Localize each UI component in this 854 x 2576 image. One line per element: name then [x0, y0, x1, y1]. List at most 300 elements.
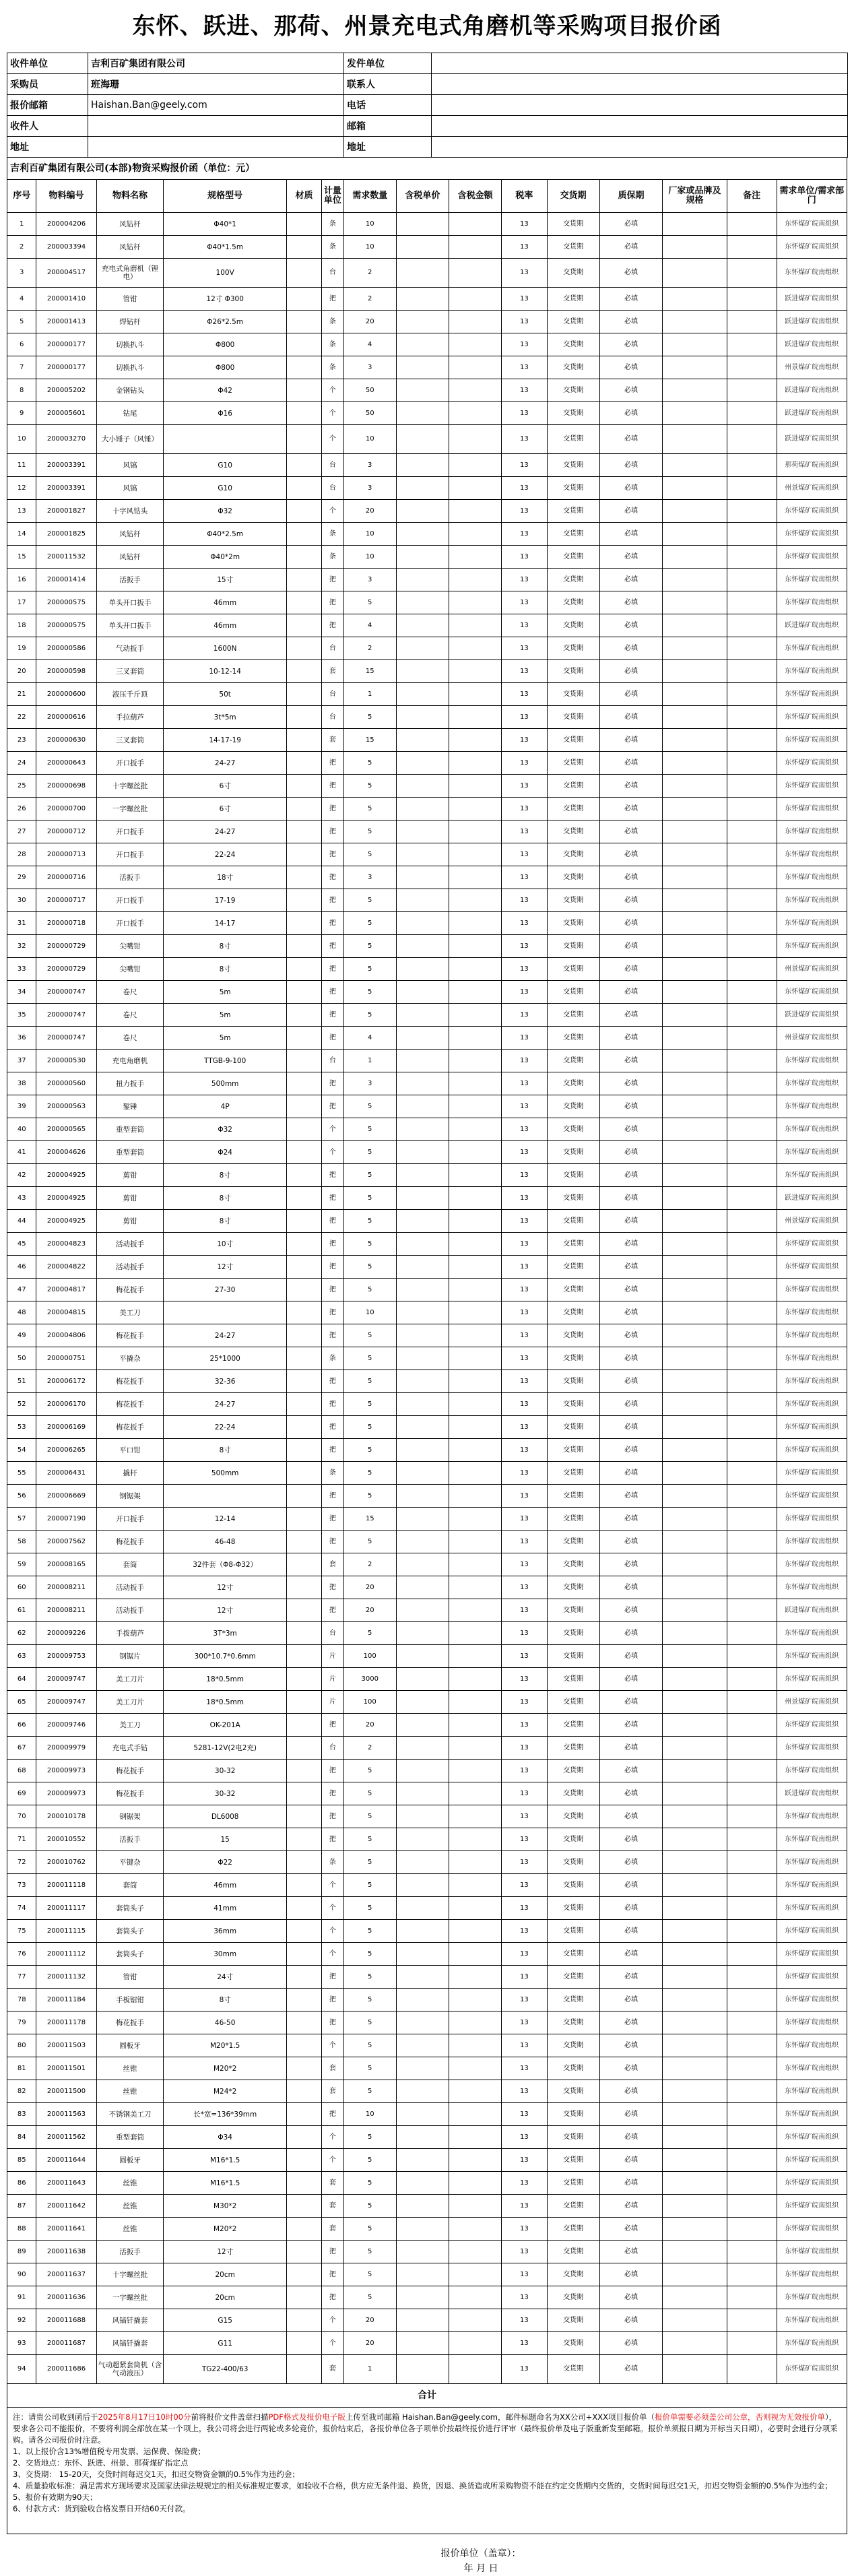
cell-remark[interactable] [727, 775, 777, 798]
cell-brand[interactable] [663, 981, 727, 1004]
cell-amount[interactable] [449, 1485, 502, 1508]
cell-material[interactable] [286, 1439, 321, 1462]
cell-amount[interactable] [449, 1599, 502, 1622]
cell-material[interactable] [286, 2332, 321, 2355]
cell-amount[interactable] [449, 637, 502, 660]
cell-material[interactable] [286, 1347, 321, 1370]
cell-unit-price[interactable] [396, 1370, 449, 1393]
cell-brand[interactable] [663, 1439, 727, 1462]
cell-amount[interactable] [449, 1943, 502, 1966]
cell-material[interactable] [286, 1301, 321, 1324]
cell-amount[interactable] [449, 236, 502, 259]
cell-material[interactable] [286, 2057, 321, 2080]
cell-brand[interactable] [663, 2057, 727, 2080]
cell-unit-price[interactable] [396, 1485, 449, 1508]
cell-remark[interactable] [727, 1760, 777, 1782]
cell-amount[interactable] [449, 2172, 502, 2195]
cell-material[interactable] [286, 1599, 321, 1622]
cell-material[interactable] [286, 1370, 321, 1393]
cell-material[interactable] [286, 236, 321, 259]
cell-material[interactable] [286, 1279, 321, 1301]
cell-brand[interactable] [663, 1416, 727, 1439]
cell-material[interactable] [286, 2355, 321, 2384]
cell-amount[interactable] [449, 798, 502, 820]
cell-remark[interactable] [727, 454, 777, 477]
cell-unit-price[interactable] [396, 213, 449, 236]
cell-brand[interactable] [663, 1210, 727, 1233]
cell-amount[interactable] [449, 2195, 502, 2218]
cell-remark[interactable] [727, 1943, 777, 1966]
cell-material[interactable] [286, 752, 321, 775]
cell-material[interactable] [286, 288, 321, 311]
cell-brand[interactable] [663, 500, 727, 523]
cell-material[interactable] [286, 1714, 321, 1737]
cell-amount[interactable] [449, 1737, 502, 1760]
cell-amount[interactable] [449, 2149, 502, 2172]
cell-remark[interactable] [727, 1897, 777, 1920]
cell-remark[interactable] [727, 1118, 777, 1141]
cell-unit-price[interactable] [396, 1508, 449, 1531]
cell-material[interactable] [286, 500, 321, 523]
cell-remark[interactable] [727, 1233, 777, 1256]
cell-remark[interactable] [727, 1210, 777, 1233]
cell-unit-price[interactable] [396, 1072, 449, 1095]
cell-amount[interactable] [449, 1920, 502, 1943]
cell-material[interactable] [286, 1531, 321, 1553]
cell-remark[interactable] [727, 1553, 777, 1576]
cell-brand[interactable] [663, 820, 727, 843]
cell-remark[interactable] [727, 2011, 777, 2034]
cell-remark[interactable] [727, 866, 777, 889]
cell-brand[interactable] [663, 1508, 727, 1531]
cell-remark[interactable] [727, 1301, 777, 1324]
cell-material[interactable] [286, 1874, 321, 1897]
cell-material[interactable] [286, 2218, 321, 2241]
cell-brand[interactable] [663, 798, 727, 820]
cell-remark[interactable] [727, 912, 777, 935]
cell-remark[interactable] [727, 1347, 777, 1370]
cell-remark[interactable] [727, 379, 777, 402]
cell-remark[interactable] [727, 1874, 777, 1897]
cell-brand[interactable] [663, 912, 727, 935]
cell-remark[interactable] [727, 1370, 777, 1393]
cell-material[interactable] [286, 1508, 321, 1531]
cell-amount[interactable] [449, 2034, 502, 2057]
cell-remark[interactable] [727, 2309, 777, 2332]
cell-remark[interactable] [727, 660, 777, 683]
cell-unit-price[interactable] [396, 2263, 449, 2286]
cell-brand[interactable] [663, 1737, 727, 1760]
cell-material[interactable] [286, 614, 321, 637]
cell-brand[interactable] [663, 1622, 727, 1645]
cell-brand[interactable] [663, 333, 727, 356]
cell-unit-price[interactable] [396, 402, 449, 425]
cell-unit-price[interactable] [396, 2218, 449, 2241]
cell-remark[interactable] [727, 2057, 777, 2080]
send-company-value[interactable] [432, 53, 848, 74]
cell-unit-price[interactable] [396, 1347, 449, 1370]
cell-brand[interactable] [663, 1714, 727, 1737]
cell-amount[interactable] [449, 259, 502, 288]
cell-brand[interactable] [663, 1050, 727, 1072]
cell-material[interactable] [286, 1164, 321, 1187]
cell-amount[interactable] [449, 1187, 502, 1210]
cell-remark[interactable] [727, 1622, 777, 1645]
cell-unit-price[interactable] [396, 981, 449, 1004]
cell-remark[interactable] [727, 1187, 777, 1210]
cell-unit-price[interactable] [396, 259, 449, 288]
cell-material[interactable] [286, 1553, 321, 1576]
cell-remark[interactable] [727, 1920, 777, 1943]
address2-value[interactable] [432, 137, 848, 158]
cell-remark[interactable] [727, 2286, 777, 2309]
cell-amount[interactable] [449, 1553, 502, 1576]
cell-material[interactable] [286, 356, 321, 379]
cell-unit-price[interactable] [396, 2355, 449, 2384]
cell-amount[interactable] [449, 706, 502, 729]
cell-amount[interactable] [449, 1233, 502, 1256]
cell-amount[interactable] [449, 1760, 502, 1782]
cell-remark[interactable] [727, 843, 777, 866]
cell-brand[interactable] [663, 591, 727, 614]
cell-brand[interactable] [663, 1095, 727, 1118]
cell-unit-price[interactable] [396, 1187, 449, 1210]
cell-unit-price[interactable] [396, 2332, 449, 2355]
cell-brand[interactable] [663, 843, 727, 866]
cell-brand[interactable] [663, 637, 727, 660]
cell-material[interactable] [286, 311, 321, 333]
cell-unit-price[interactable] [396, 2195, 449, 2218]
postcode-value[interactable] [432, 116, 848, 137]
cell-unit-price[interactable] [396, 2080, 449, 2103]
cell-remark[interactable] [727, 1027, 777, 1050]
cell-amount[interactable] [449, 1622, 502, 1645]
cell-amount[interactable] [449, 288, 502, 311]
cell-material[interactable] [286, 958, 321, 981]
cell-unit-price[interactable] [396, 729, 449, 752]
cell-brand[interactable] [663, 1920, 727, 1943]
cell-material[interactable] [286, 706, 321, 729]
cell-material[interactable] [286, 820, 321, 843]
cell-remark[interactable] [727, 1576, 777, 1599]
cell-material[interactable] [286, 1966, 321, 1989]
cell-amount[interactable] [449, 1095, 502, 1118]
cell-brand[interactable] [663, 2034, 727, 2057]
cell-unit-price[interactable] [396, 1622, 449, 1645]
cell-material[interactable] [286, 213, 321, 236]
cell-unit-price[interactable] [396, 935, 449, 958]
cell-amount[interactable] [449, 1301, 502, 1324]
cell-material[interactable] [286, 1943, 321, 1966]
cell-amount[interactable] [449, 477, 502, 500]
cell-brand[interactable] [663, 2149, 727, 2172]
cell-remark[interactable] [727, 1164, 777, 1187]
cell-amount[interactable] [449, 958, 502, 981]
cell-amount[interactable] [449, 843, 502, 866]
cell-brand[interactable] [663, 1576, 727, 1599]
cell-amount[interactable] [449, 1324, 502, 1347]
cell-remark[interactable] [727, 1599, 777, 1622]
cell-amount[interactable] [449, 1805, 502, 1828]
cell-brand[interactable] [663, 1691, 727, 1714]
cell-material[interactable] [286, 1576, 321, 1599]
cell-remark[interactable] [727, 1050, 777, 1072]
cell-brand[interactable] [663, 1393, 727, 1416]
cell-unit-price[interactable] [396, 1531, 449, 1553]
cell-brand[interactable] [663, 425, 727, 454]
cell-unit-price[interactable] [396, 1714, 449, 1737]
cell-brand[interactable] [663, 1897, 727, 1920]
cell-brand[interactable] [663, 775, 727, 798]
cell-remark[interactable] [727, 1966, 777, 1989]
cell-unit-price[interactable] [396, 1737, 449, 1760]
cell-material[interactable] [286, 1462, 321, 1485]
cell-material[interactable] [286, 683, 321, 706]
cell-unit-price[interactable] [396, 2126, 449, 2149]
cell-brand[interactable] [663, 454, 727, 477]
cell-remark[interactable] [727, 1279, 777, 1301]
cell-unit-price[interactable] [396, 569, 449, 591]
cell-remark[interactable] [727, 706, 777, 729]
cell-unit-price[interactable] [396, 1989, 449, 2011]
cell-amount[interactable] [449, 866, 502, 889]
cell-brand[interactable] [663, 1668, 727, 1691]
cell-brand[interactable] [663, 1118, 727, 1141]
cell-amount[interactable] [449, 1347, 502, 1370]
cell-unit-price[interactable] [396, 236, 449, 259]
cell-remark[interactable] [727, 2080, 777, 2103]
cell-unit-price[interactable] [396, 1599, 449, 1622]
cell-brand[interactable] [663, 2126, 727, 2149]
cell-material[interactable] [286, 1645, 321, 1668]
cell-material[interactable] [286, 1050, 321, 1072]
cell-amount[interactable] [449, 2126, 502, 2149]
cell-material[interactable] [286, 1072, 321, 1095]
cell-unit-price[interactable] [396, 288, 449, 311]
cell-material[interactable] [286, 1828, 321, 1851]
cell-amount[interactable] [449, 2103, 502, 2126]
cell-amount[interactable] [449, 660, 502, 683]
cell-material[interactable] [286, 546, 321, 569]
cell-material[interactable] [286, 425, 321, 454]
cell-material[interactable] [286, 477, 321, 500]
cell-amount[interactable] [449, 683, 502, 706]
cell-brand[interactable] [663, 2218, 727, 2241]
cell-remark[interactable] [727, 333, 777, 356]
cell-brand[interactable] [663, 1599, 727, 1622]
cell-unit-price[interactable] [396, 379, 449, 402]
cell-brand[interactable] [663, 1256, 727, 1279]
cell-remark[interactable] [727, 2149, 777, 2172]
cell-unit-price[interactable] [396, 1897, 449, 1920]
cell-remark[interactable] [727, 1462, 777, 1485]
cell-material[interactable] [286, 2126, 321, 2149]
cell-unit-price[interactable] [396, 683, 449, 706]
cell-remark[interactable] [727, 729, 777, 752]
cell-material[interactable] [286, 1622, 321, 1645]
cell-amount[interactable] [449, 379, 502, 402]
cell-remark[interactable] [727, 569, 777, 591]
cell-remark[interactable] [727, 752, 777, 775]
cell-unit-price[interactable] [396, 912, 449, 935]
cell-amount[interactable] [449, 1782, 502, 1805]
cell-brand[interactable] [663, 1874, 727, 1897]
cell-brand[interactable] [663, 1370, 727, 1393]
cell-remark[interactable] [727, 356, 777, 379]
cell-material[interactable] [286, 889, 321, 912]
cell-brand[interactable] [663, 889, 727, 912]
cell-unit-price[interactable] [396, 1943, 449, 1966]
cell-remark[interactable] [727, 591, 777, 614]
cell-remark[interactable] [727, 2126, 777, 2149]
cell-brand[interactable] [663, 523, 727, 546]
cell-remark[interactable] [727, 820, 777, 843]
cell-brand[interactable] [663, 1485, 727, 1508]
cell-amount[interactable] [449, 1828, 502, 1851]
cell-material[interactable] [286, 1210, 321, 1233]
cell-material[interactable] [286, 379, 321, 402]
cell-amount[interactable] [449, 1393, 502, 1416]
cell-material[interactable] [286, 2011, 321, 2034]
cell-remark[interactable] [727, 425, 777, 454]
cell-amount[interactable] [449, 2218, 502, 2241]
cell-brand[interactable] [663, 2241, 727, 2263]
cell-remark[interactable] [727, 1324, 777, 1347]
cell-unit-price[interactable] [396, 425, 449, 454]
cell-remark[interactable] [727, 1989, 777, 2011]
cell-unit-price[interactable] [396, 752, 449, 775]
cell-unit-price[interactable] [396, 1576, 449, 1599]
cell-brand[interactable] [663, 1989, 727, 2011]
cell-brand[interactable] [663, 2103, 727, 2126]
cell-unit-price[interactable] [396, 2172, 449, 2195]
cell-brand[interactable] [663, 1782, 727, 1805]
cell-material[interactable] [286, 2309, 321, 2332]
cell-remark[interactable] [727, 1393, 777, 1416]
cell-remark[interactable] [727, 213, 777, 236]
cell-brand[interactable] [663, 2080, 727, 2103]
cell-remark[interactable] [727, 500, 777, 523]
cell-amount[interactable] [449, 820, 502, 843]
cell-unit-price[interactable] [396, 2034, 449, 2057]
cell-remark[interactable] [727, 935, 777, 958]
cell-brand[interactable] [663, 1828, 727, 1851]
cell-brand[interactable] [663, 1805, 727, 1828]
cell-remark[interactable] [727, 798, 777, 820]
cell-unit-price[interactable] [396, 660, 449, 683]
cell-amount[interactable] [449, 2355, 502, 2384]
cell-amount[interactable] [449, 1072, 502, 1095]
cell-remark[interactable] [727, 1851, 777, 1874]
cell-brand[interactable] [663, 752, 727, 775]
cell-unit-price[interactable] [396, 591, 449, 614]
cell-remark[interactable] [727, 1141, 777, 1164]
cell-unit-price[interactable] [396, 454, 449, 477]
cell-brand[interactable] [663, 288, 727, 311]
cell-amount[interactable] [449, 1691, 502, 1714]
cell-brand[interactable] [663, 935, 727, 958]
cell-amount[interactable] [449, 1164, 502, 1187]
cell-material[interactable] [286, 1782, 321, 1805]
cell-amount[interactable] [449, 2011, 502, 2034]
cell-material[interactable] [286, 523, 321, 546]
cell-unit-price[interactable] [396, 958, 449, 981]
cell-unit-price[interactable] [396, 1760, 449, 1782]
cell-unit-price[interactable] [396, 500, 449, 523]
cell-remark[interactable] [727, 1095, 777, 1118]
cell-amount[interactable] [449, 546, 502, 569]
cell-remark[interactable] [727, 1668, 777, 1691]
cell-unit-price[interactable] [396, 1966, 449, 1989]
cell-remark[interactable] [727, 1531, 777, 1553]
cell-unit-price[interactable] [396, 477, 449, 500]
cell-material[interactable] [286, 1920, 321, 1943]
cell-unit-price[interactable] [396, 1920, 449, 1943]
cell-remark[interactable] [727, 1714, 777, 1737]
cell-remark[interactable] [727, 2034, 777, 2057]
cell-material[interactable] [286, 333, 321, 356]
cell-brand[interactable] [663, 1966, 727, 1989]
cell-brand[interactable] [663, 213, 727, 236]
cell-material[interactable] [286, 2263, 321, 2286]
cell-brand[interactable] [663, 1645, 727, 1668]
cell-amount[interactable] [449, 935, 502, 958]
cell-brand[interactable] [663, 729, 727, 752]
cell-amount[interactable] [449, 2309, 502, 2332]
cell-amount[interactable] [449, 1989, 502, 2011]
cell-unit-price[interactable] [396, 1828, 449, 1851]
cell-amount[interactable] [449, 1416, 502, 1439]
cell-brand[interactable] [663, 1233, 727, 1256]
cell-material[interactable] [286, 912, 321, 935]
cell-amount[interactable] [449, 1508, 502, 1531]
cell-brand[interactable] [663, 660, 727, 683]
cell-brand[interactable] [663, 311, 727, 333]
cell-amount[interactable] [449, 1462, 502, 1485]
cell-material[interactable] [286, 637, 321, 660]
cell-unit-price[interactable] [396, 1256, 449, 1279]
cell-brand[interactable] [663, 2011, 727, 2034]
cell-amount[interactable] [449, 402, 502, 425]
cell-brand[interactable] [663, 866, 727, 889]
cell-brand[interactable] [663, 2286, 727, 2309]
cell-brand[interactable] [663, 683, 727, 706]
cell-amount[interactable] [449, 2332, 502, 2355]
cell-unit-price[interactable] [396, 2241, 449, 2263]
cell-remark[interactable] [727, 1805, 777, 1828]
cell-unit-price[interactable] [396, 820, 449, 843]
cell-amount[interactable] [449, 614, 502, 637]
cell-amount[interactable] [449, 425, 502, 454]
cell-material[interactable] [286, 2080, 321, 2103]
cell-brand[interactable] [663, 2172, 727, 2195]
cell-brand[interactable] [663, 236, 727, 259]
cell-material[interactable] [286, 1324, 321, 1347]
cell-amount[interactable] [449, 2263, 502, 2286]
cell-amount[interactable] [449, 454, 502, 477]
cell-unit-price[interactable] [396, 333, 449, 356]
contact-value[interactable] [432, 74, 848, 95]
cell-amount[interactable] [449, 1668, 502, 1691]
cell-unit-price[interactable] [396, 2149, 449, 2172]
cell-remark[interactable] [727, 2355, 777, 2384]
cell-amount[interactable] [449, 1027, 502, 1050]
cell-amount[interactable] [449, 1714, 502, 1737]
cell-unit-price[interactable] [396, 1805, 449, 1828]
cell-material[interactable] [286, 2195, 321, 2218]
cell-unit-price[interactable] [396, 356, 449, 379]
cell-remark[interactable] [727, 311, 777, 333]
